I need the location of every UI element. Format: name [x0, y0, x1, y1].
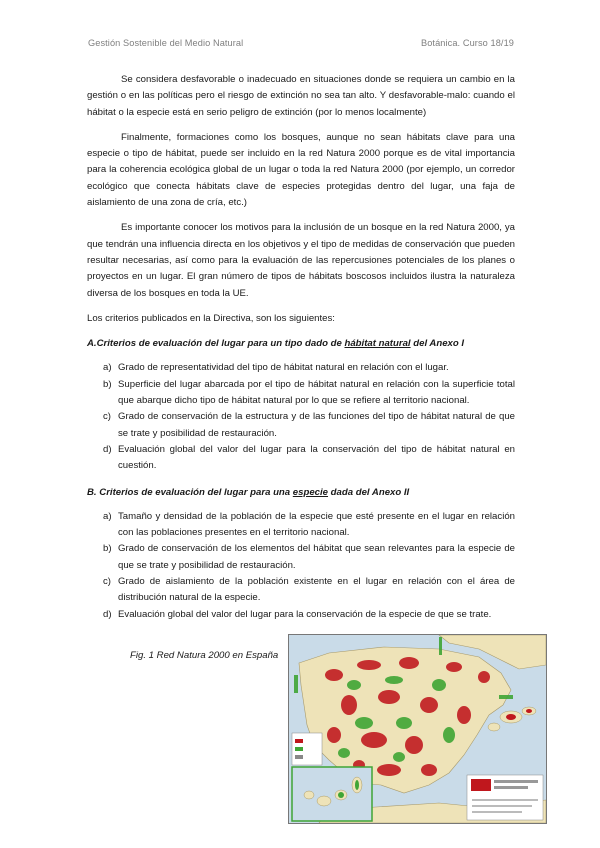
figure-row — [87, 634, 547, 824]
list-item: b) Superficie del lugar abarcada por el tipo de hábitat natural en relación con la superficie total que abarque dicho tipo de hábitat natural por lo que se refiere al territorio nacional. — [103, 378, 515, 407]
section-b-underlined: especie — [292, 486, 329, 498]
list-item: c) Grado de aislamiento de la población existente en el lugar en relación con el área de distribución natural de la especie. — [103, 576, 515, 604]
section-b-heading: B. Criterios de evaluación del lugar para una especie dada del Anexo II — [87, 486, 410, 498]
list-item: d) Evaluación global del valor del lugar para la conservación del tipo de hábitat natural en cuestión. — [103, 443, 515, 472]
paragraph-forests: Finalmente, formaciones como los bosques, aunque no sean hábitats clave para una especie o tipo de hábitat, puede ser incluido en la red Natura 2000 porque es de vital importancia para la coherencia ecológica global de un lugar o toda la red Natura 2000 (por ejemplo, un corredor ecológico que conecta hábitats clave de especies protegidas dentro del lugar, una faja de aislamiento de una zona de cría, etc.) — [87, 131, 515, 209]
list-item: a) Tamaño y densidad de la población de la especie que esté presente en el lugar en relación con las poblaciones presentes en el territorio nacional. — [103, 510, 515, 539]
criteria-intro: Los criterios publicados en la Directiva, son los siguientes: — [87, 312, 335, 324]
figure-caption: Fig. 1 Red Natura 2000 en España — [130, 650, 279, 661]
header-course-year: Botánica. Curso 18/19 — [420, 38, 514, 48]
section-a-underlined: hábitat natural — [344, 338, 411, 350]
section-b-list — [87, 509, 515, 623]
paragraph-unfavourable: Se considera desfavorable o inadecuado en situaciones donde se requiera un cambio en la gestión o en las políticas pero el riesgo de extinción no sea tan alto. Y desfavorable-malo: cuando el hábitat o la especie está en serio peligro de extinción (por lo menos localmente) — [87, 74, 515, 118]
section-a-list — [87, 360, 515, 474]
list-item: d) Evaluación global del valor del lugar para la conservación de la especie de que se trate. — [103, 608, 492, 620]
natura-2000-map — [288, 634, 547, 824]
list-item: c) Grado de conservación de la estructura y de las funciones del tipo de hábitat natural de que se trate y posibilidad de restauración. — [103, 411, 515, 439]
list-item: b) Grado de conservación de los elementos del hábitat que sean relevantes para la especie de que se trate y posibilidad de restauración. — [103, 543, 515, 571]
list-item: a) Grado de representatividad del tipo de hábitat natural en relación con el lugar. — [103, 362, 449, 374]
header-course-name: Gestión Sostenible del Medio Natural — [88, 38, 244, 48]
page-header — [88, 38, 514, 48]
map-illustration — [289, 635, 546, 823]
paragraph-reasons: Es importante conocer los motivos para la inclusión de un bosque en la red Natura 2000, ya que tendrán una influencia directa en los objetivos y el tipo de medidas de conservación que pueden resultar necesarias, así como para la evaluación de las repercusiones potenciales de los planes o proyectos en un lugar. El gran número de tipos de hábitats boscosos incluidos ilustra la naturaleza diversa de los bosques en toda la UE. — [87, 222, 515, 299]
document-body — [87, 72, 515, 633]
section-a-heading: A.Criterios de evaluación del lugar para un tipo dado de hábitat natural del Anexo I — [87, 338, 465, 350]
